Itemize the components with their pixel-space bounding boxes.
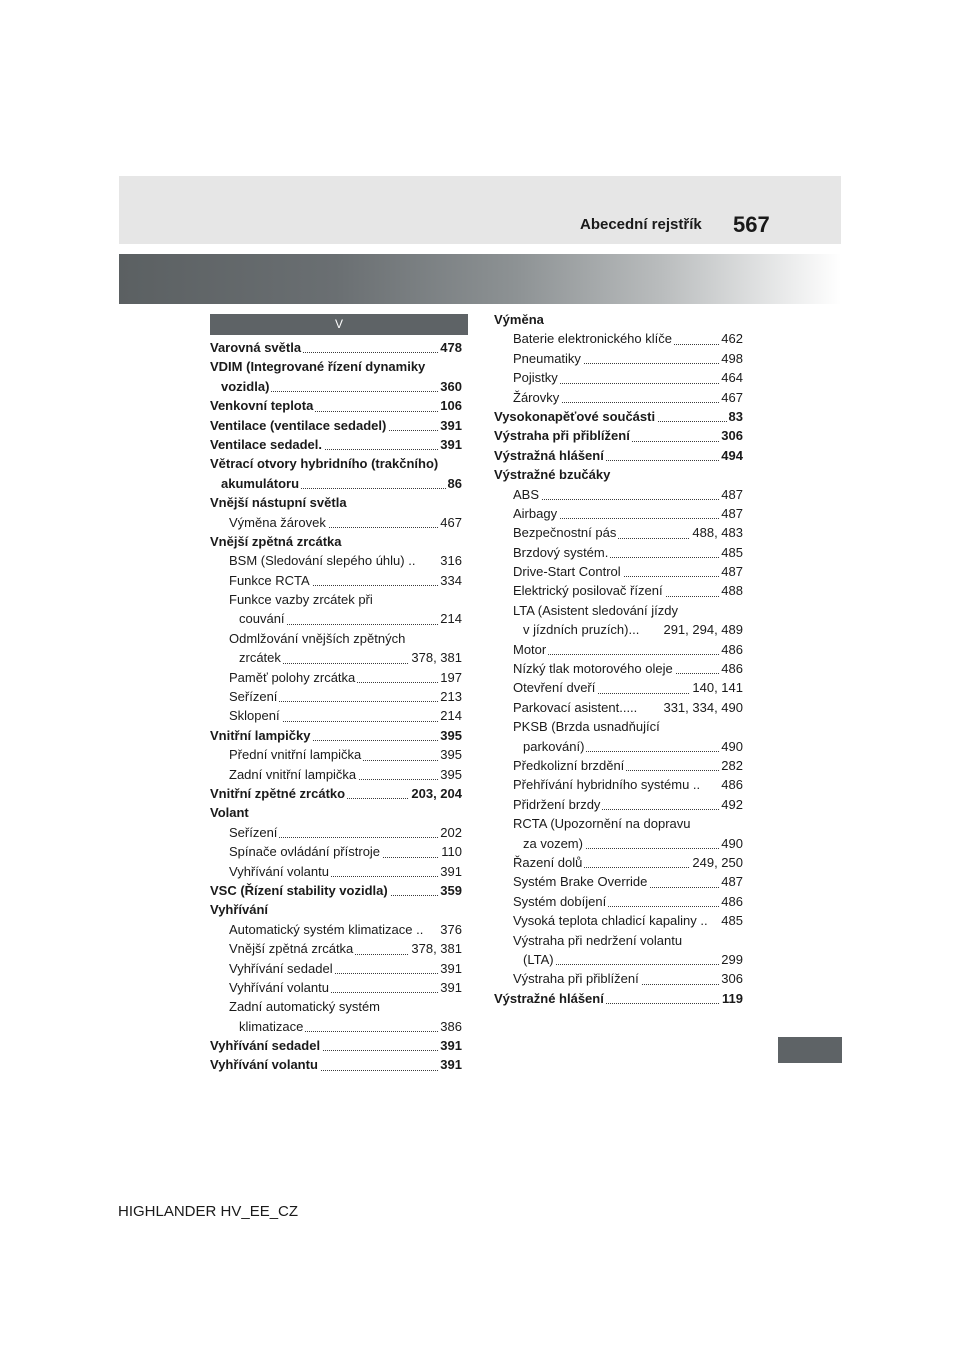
index-entry — [210, 338, 462, 357]
index-entry-term: Řazení dolů — [513, 853, 584, 872]
index-entry-page: 214 — [438, 706, 462, 725]
index-entry-term: Vyhřívání sedadel — [229, 959, 335, 978]
index-entry-page: 464 — [719, 368, 743, 387]
index-entry-term: Vyhřívání volantu — [229, 978, 331, 997]
index-entry-term: BSM (Sledování slepého úhlu) .. — [229, 551, 417, 570]
index-letter-heading: V — [210, 314, 468, 335]
index-entry — [513, 853, 743, 872]
index-entry-term: Vysokonapěťové součásti — [494, 407, 657, 426]
index-entry-page: 306 — [719, 426, 743, 445]
index-entry-page: 282 — [719, 756, 743, 775]
index-entry-page: 467 — [438, 513, 462, 532]
index-entry-term: Výstražné bzučáky — [494, 465, 612, 484]
index-entry-page: 106 — [438, 396, 462, 415]
index-entry — [523, 620, 743, 639]
index-entry-term: Parkovací asistent..... — [513, 698, 639, 717]
index-entry-term: Výstražné hlášení — [494, 989, 606, 1008]
gradient-bar — [119, 254, 841, 304]
index-entry-page: 249, 250 — [690, 853, 743, 872]
index-entry-page: 485 — [719, 911, 743, 930]
dot-leader — [523, 964, 743, 965]
index-entry-page: 391 — [438, 1036, 462, 1055]
index-entry-term: Zadní vnitřní lampička — [229, 765, 358, 784]
index-entry — [229, 590, 462, 609]
index-entry-term: Funkce vazby zrcátek při — [229, 590, 375, 609]
index-entry — [229, 939, 462, 958]
index-entry — [210, 396, 462, 415]
index-entry-page: 119 — [720, 989, 743, 1008]
index-entry-term: Sklopení — [229, 706, 282, 725]
index-entry — [229, 551, 462, 570]
index-entry — [513, 795, 743, 814]
index-column-left — [210, 338, 462, 1075]
index-entry-page: 386 — [438, 1017, 462, 1036]
index-entry-page: 197 — [438, 668, 462, 687]
index-entry-page: 486 — [719, 640, 743, 659]
index-entry-term: Elektrický posilovač řízení — [513, 581, 665, 600]
index-entry-page: 492 — [719, 795, 743, 814]
index-entry — [221, 474, 462, 493]
index-entry-term: Výstraha při přiblížení — [513, 969, 641, 988]
index-entry-term: RCTA (Upozornění na dopravu — [513, 814, 693, 833]
index-entry-term: Seřízení — [229, 687, 279, 706]
index-entry-page: 467 — [719, 388, 743, 407]
index-entry-term: Drive-Start Control — [513, 562, 623, 581]
index-entry-page: 359 — [438, 881, 462, 900]
index-entry-term: Výstraha při přiblížení — [494, 426, 632, 445]
index-entry-term: PKSB (Brzda usnadňující — [513, 717, 662, 736]
index-entry-term: Vnější nástupní světla — [210, 493, 349, 512]
index-entry — [210, 1055, 462, 1074]
index-entry — [513, 504, 743, 523]
index-entry-page: 83 — [727, 407, 743, 426]
index-entry — [210, 784, 462, 803]
dot-leader — [513, 499, 743, 500]
index-entry — [210, 900, 462, 919]
index-entry-term: parkování) — [523, 737, 586, 756]
index-entry-term: Žárovky — [513, 388, 561, 407]
index-entry-page: 299 — [719, 950, 743, 969]
footer-model-code: HIGHLANDER HV_EE_CZ — [118, 1203, 299, 1220]
index-entry-page: 395 — [438, 745, 462, 764]
index-entry — [523, 834, 743, 853]
index-entry-page: 391 — [438, 862, 462, 881]
index-entry — [513, 368, 743, 387]
index-entry-page: 378, 381 — [409, 939, 462, 958]
index-entry — [513, 814, 743, 833]
index-entry — [210, 532, 462, 551]
index-entry-term: Výměna — [494, 310, 546, 329]
index-entry — [494, 465, 743, 484]
index-entry-term: v jízdních pruzích)... — [523, 620, 641, 639]
index-entry-term: Varovná světla — [210, 338, 303, 357]
index-entry-page: 490 — [719, 834, 743, 853]
index-entry-page: 487 — [719, 872, 743, 891]
index-entry-term: Venkovní teplota — [210, 396, 315, 415]
index-entry-term: Ventilace sedadel. — [210, 435, 324, 454]
index-entry-page: 498 — [719, 349, 743, 368]
page-number: 567 — [733, 212, 770, 237]
index-entry — [494, 407, 743, 426]
index-entry — [229, 687, 462, 706]
index-entry-term: Vyhřívání volantu — [229, 862, 331, 881]
index-entry-page: 478 — [438, 338, 462, 357]
index-entry-term: VDIM (Integrované řízení dynamiky — [210, 357, 427, 376]
index-entry-term: Zadní automatický systém — [229, 997, 382, 1016]
index-entry-term: couvání — [239, 609, 287, 628]
index-entry — [523, 737, 743, 756]
index-entry-term: Výstraha při nedržení volantu — [513, 931, 684, 950]
index-entry-page: 487 — [719, 504, 743, 523]
index-entry — [229, 959, 462, 978]
index-entry-term: Seřízení — [229, 823, 279, 842]
index-entry — [513, 698, 743, 717]
index-entry-page: 488, 483 — [690, 523, 743, 542]
index-entry — [494, 446, 743, 465]
section-title: Abecední rejstřík — [580, 216, 702, 233]
index-entry-term: Přidržení brzdy — [513, 795, 602, 814]
index-entry — [513, 911, 743, 930]
index-entry-page: 214 — [438, 609, 462, 628]
index-entry — [210, 881, 462, 900]
index-entry — [229, 571, 462, 590]
index-entry-page: 306 — [719, 969, 743, 988]
index-entry-page: 391 — [438, 959, 462, 978]
index-entry-term: Vyhřívání volantu — [210, 1055, 320, 1074]
index-entry — [229, 745, 462, 764]
index-entry — [229, 765, 462, 784]
index-entry-term: Větrací otvory hybridního (trakčního) — [210, 454, 440, 473]
index-entry-page: 378, 381 — [409, 648, 462, 667]
index-entry-page: 391 — [438, 1055, 462, 1074]
index-entry-term: Nízký tlak motorového oleje — [513, 659, 675, 678]
index-entry-term: Volant — [210, 803, 251, 822]
index-entry — [513, 872, 743, 891]
index-entry — [229, 997, 462, 1016]
index-entry-term: LTA (Asistent sledování jízdy — [513, 601, 680, 620]
index-entry-term: Vysoká teplota chladicí kapaliny .. — [513, 911, 710, 930]
index-entry — [513, 756, 743, 775]
index-entry — [513, 388, 743, 407]
index-entry — [210, 803, 462, 822]
index-entry-page: 486 — [719, 892, 743, 911]
index-entry — [513, 329, 743, 348]
index-entry-term: ABS — [513, 485, 541, 504]
index-entry-page: 462 — [719, 329, 743, 348]
index-entry — [513, 543, 743, 562]
index-entry-page: 485 — [719, 543, 743, 562]
index-entry-page: 488 — [719, 581, 743, 600]
index-entry-term: Vnější zpětná zrcátka — [229, 939, 355, 958]
index-column-right — [494, 310, 743, 1008]
index-entry — [513, 969, 743, 988]
index-entry-page: 391 — [438, 435, 462, 454]
index-entry-term: Ventilace (ventilace sedadel) — [210, 416, 388, 435]
side-thumb-tab[interactable] — [778, 1037, 842, 1063]
index-entry-term: za vozem) — [523, 834, 585, 853]
index-entry-term: Vyhřívání sedadel — [210, 1036, 322, 1055]
index-entry — [210, 357, 462, 376]
index-entry-term: Předkolizní brzdění — [513, 756, 626, 775]
index-entry-term: Systém dobíjení — [513, 892, 608, 911]
index-entry-page: 486 — [719, 659, 743, 678]
index-entry-term: (LTA) — [523, 950, 556, 969]
index-entry — [513, 678, 743, 697]
index-entry — [513, 562, 743, 581]
index-entry — [229, 862, 462, 881]
index-entry-term: Pojistky — [513, 368, 560, 387]
index-entry-term: Brzdový systém. — [513, 543, 610, 562]
index-entry — [210, 435, 462, 454]
index-entry-term: akumulátoru — [221, 474, 301, 493]
index-entry-term: Přehřívání hybridního systému .. — [513, 775, 702, 794]
index-entry-term: Systém Brake Override — [513, 872, 649, 891]
index-entry-page: 486 — [719, 775, 743, 794]
index-entry — [229, 823, 462, 842]
index-entry-term: Pneumatiky — [513, 349, 583, 368]
index-entry — [513, 601, 743, 620]
index-entry-page: 360 — [438, 377, 462, 396]
index-entry — [229, 920, 462, 939]
index-entry-page: 395 — [438, 765, 462, 784]
index-entry — [494, 426, 743, 445]
index-entry-term: Vnitřní zpětné zrcátko — [210, 784, 347, 803]
index-entry-page: 110 — [439, 842, 462, 861]
index-entry-term: zrcátek — [239, 648, 283, 667]
index-entry-term: Výstražná hlášení — [494, 446, 606, 465]
index-entry-page: 395 — [438, 726, 462, 745]
index-entry-term: klimatizace — [239, 1017, 305, 1036]
index-entry-term: VSC (Řízení stability vozidla) — [210, 881, 390, 900]
index-entry-term: Motor — [513, 640, 548, 659]
index-entry-term: Vyhřívání — [210, 900, 270, 919]
index-entry — [210, 416, 462, 435]
index-entry-term: Přední vnitřní lampička — [229, 745, 363, 764]
index-entry — [221, 377, 462, 396]
index-entry — [513, 581, 743, 600]
index-entry — [229, 668, 462, 687]
index-entry-term: Vnitřní lampičky — [210, 726, 312, 745]
index-entry-page: 86 — [446, 474, 462, 493]
index-entry — [229, 978, 462, 997]
index-entry — [239, 609, 462, 628]
index-entry — [513, 931, 743, 950]
index-entry — [239, 1017, 462, 1036]
index-entry — [229, 629, 462, 648]
index-entry-page: 331, 334, 490 — [661, 698, 743, 717]
index-entry-page: 490 — [719, 737, 743, 756]
index-entry-term: Výměna žárovek — [229, 513, 328, 532]
index-entry-page: 334 — [438, 571, 462, 590]
index-entry-term: Spínače ovládání přístroje — [229, 842, 382, 861]
index-entry-page: 291, 294, 489 — [661, 620, 743, 639]
index-entry — [210, 454, 462, 473]
index-entry — [210, 726, 462, 745]
index-entry-term: Vnější zpětná zrcátka — [210, 532, 344, 551]
index-entry — [513, 485, 743, 504]
index-entry — [513, 640, 743, 659]
index-entry-page: 213 — [438, 687, 462, 706]
index-entry-page: 203, 204 — [409, 784, 462, 803]
index-entry-term: Baterie elektronického klíče — [513, 329, 674, 348]
index-entry-term: Bezpečnostní pás — [513, 523, 618, 542]
index-entry-term: Odmlžování vnějších zpětných — [229, 629, 407, 648]
index-entry — [494, 989, 743, 1008]
index-entry-term: Otevření dveří — [513, 678, 597, 697]
index-entry — [513, 659, 743, 678]
index-entry — [494, 310, 743, 329]
index-entry-page: 202 — [438, 823, 462, 842]
index-entry — [513, 717, 743, 736]
index-entry-term: Automatický systém klimatizace .. — [229, 920, 425, 939]
index-entry-page: 494 — [719, 446, 743, 465]
index-entry-page: 487 — [719, 562, 743, 581]
index-entry — [210, 1036, 462, 1055]
index-entry — [210, 493, 462, 512]
index-entry-term: Funkce RCTA — [229, 571, 312, 590]
index-entry — [513, 523, 743, 542]
index-entry — [513, 892, 743, 911]
index-entry — [229, 513, 462, 532]
index-entry — [523, 950, 743, 969]
index-entry-page: 140, 141 — [690, 678, 743, 697]
index-entry — [229, 706, 462, 725]
index-entry-term: Airbagy — [513, 504, 559, 523]
index-entry-term: vozidla) — [221, 377, 271, 396]
index-entry — [229, 842, 462, 861]
index-entry-page: 487 — [719, 485, 743, 504]
index-entry-term: Paměť polohy zrcátka — [229, 668, 357, 687]
index-entry — [513, 349, 743, 368]
index-entry-page: 316 — [438, 551, 462, 570]
index-entry — [239, 648, 462, 667]
index-entry — [513, 775, 743, 794]
index-entry-page: 376 — [438, 920, 462, 939]
index-entry-page: 391 — [438, 978, 462, 997]
index-entry-page: 391 — [438, 416, 462, 435]
